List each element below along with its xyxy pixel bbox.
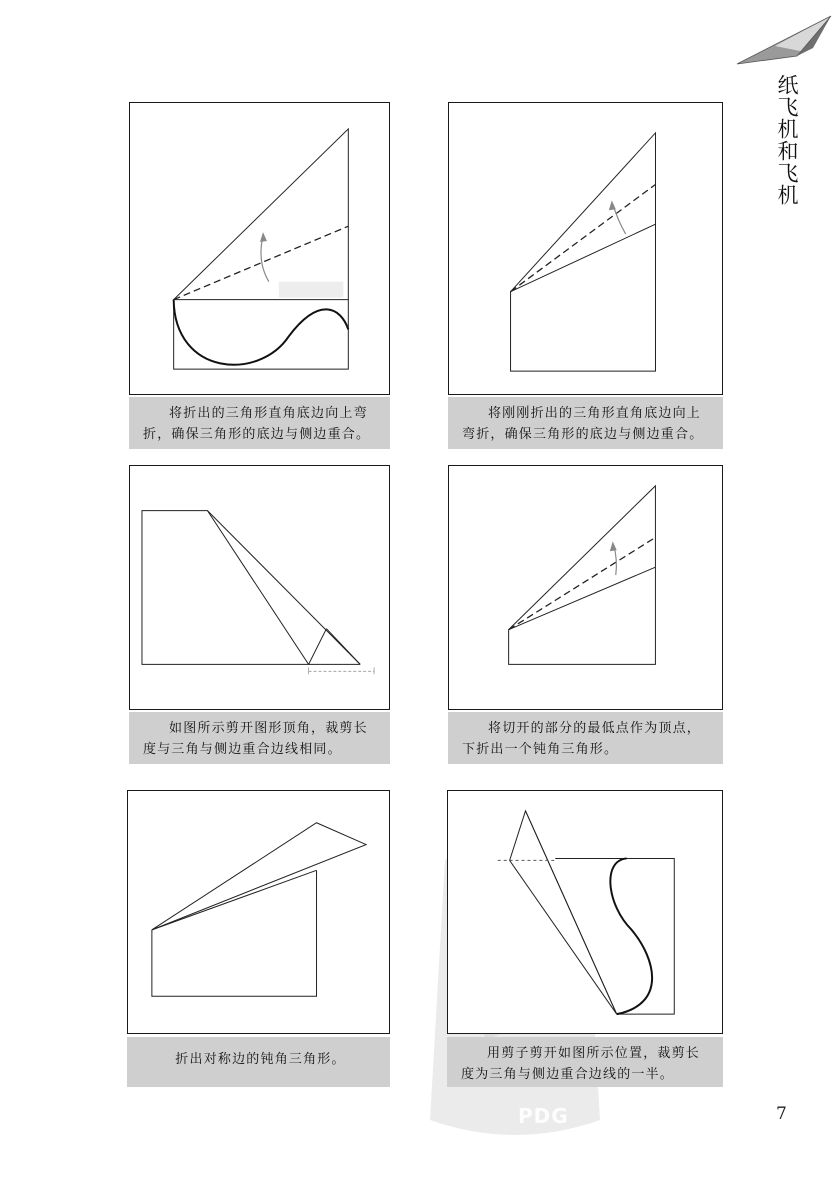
step-1-diagram [130,103,389,394]
step-5-caption-text: 折出对称边的钝角三角形。 [175,1052,346,1067]
side-title: 纸飞机和飞机 [775,74,799,206]
page-number: 7 [776,1104,787,1124]
step-4-caption-text: 将切开的部分的最低点作为顶点，下折出一个钝角三角形。 [462,721,702,757]
step-1-figure [129,102,390,395]
step-5-figure [127,790,390,1034]
step-1-caption-text: 将折出的三角形直角底边向上弯折，确保三角形的底边与侧边重合。 [143,406,371,442]
step-5-caption [127,1037,390,1087]
step-3-diagram [130,466,389,709]
step-3-figure [129,465,390,710]
step-4-diagram [449,466,722,709]
step-2-figure [448,102,723,395]
step-2-caption-text: 将刚刚折出的三角形直角底边向上弯折，确保三角形的底边与侧边重合。 [462,406,704,442]
paper-plane-logo-icon [735,12,833,72]
step-2-diagram [449,103,722,394]
step-6-figure [447,790,723,1034]
step-3-caption [129,712,390,764]
step-4-figure [448,465,723,710]
step-4-caption [448,712,723,764]
step-6-caption [447,1037,723,1087]
step-1-caption [129,397,390,449]
step-5-diagram [128,791,389,1033]
step-6-caption-text: 用剪子剪开如图所示位置，裁剪长度为三角与侧边重合边线的一半。 [461,1046,701,1082]
step-3-caption-text: 如图所示剪开图形顶角，裁剪长度与三角与侧边重合边线相同。 [143,721,368,757]
step-2-caption [448,397,723,449]
step-6-diagram [448,791,722,1033]
watermark-text: PDG [518,1104,569,1128]
